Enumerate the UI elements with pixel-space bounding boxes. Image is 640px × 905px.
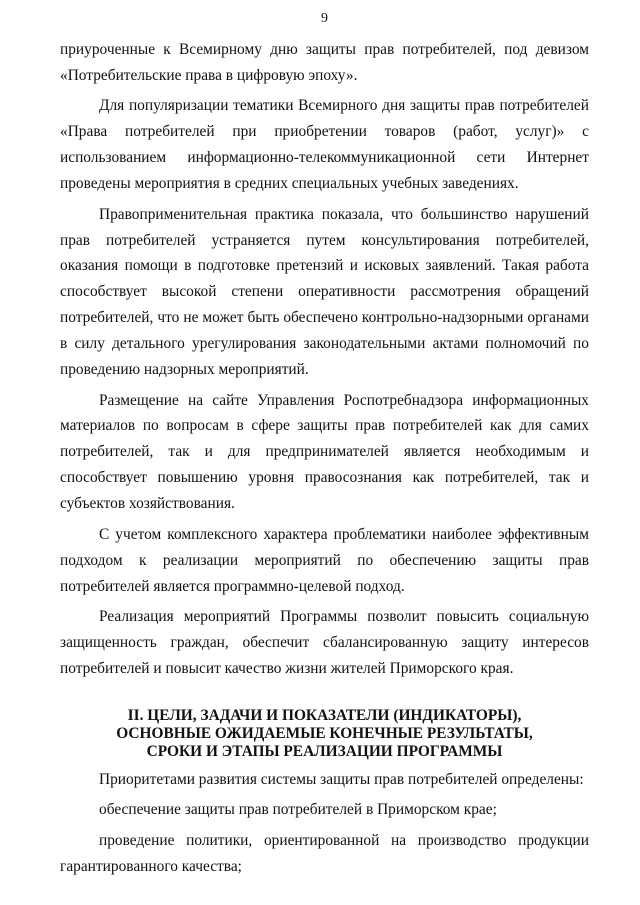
paragraph: приуроченные к Всемирному дню защиты прав потребителей, под девизом «Потребительские права в цифровую эпоху». (60, 41, 589, 84)
section-heading-line: ОСНОВНЫЕ ОЖИДАЕМЫЕ КОНЕЧНЫЕ РЕЗУЛЬТАТЫ, (116, 724, 533, 742)
paragraph: обеспечение защиты прав потребителей в Приморском крае; (99, 801, 497, 819)
section-heading-line: II. ЦЕЛИ, ЗАДАЧИ И ПОКАЗАТЕЛИ (ИНДИКАТОРЫ), (127, 706, 522, 724)
paragraph: проведение политики, ориентированной на производство продукции гарантированного качества; (60, 831, 589, 875)
section-heading (60, 707, 589, 761)
document-body (60, 37, 589, 880)
paragraph: С учетом комплексного характера проблематики наиболее эффективным подходом к реализации мероприятий по обеспечению защиты прав потребителей является программно-целевой подход. (60, 525, 589, 595)
paragraph: Размещение на сайте Управления Роспотребнадзора информационных материалов по вопросам в сфере защиты прав потребителей как для самих потребителей, так и для предпринимателей является необходимым и способствует повышению уровня правосознания как потребителей, так и субъектов хозяйствования. (60, 391, 589, 513)
paragraph: Приоритетами развития системы защиты прав потребителей определены: (99, 770, 584, 788)
paragraph: Реализация мероприятий Программы позволит повысить социальную защищенность граждан, обеспечит сбалансированную защиту интересов потребителей и повысит качество жизни жителей Приморского края. (60, 608, 589, 677)
paragraph: Правоприменительная практика показала, что большинство нарушений прав потребителей устраняется путем консультирования потребителей, оказания помощи в подготовке претензий и исковых заявлений. Такая работа способствует высокой степени оперативности рассмотрения обращений потребителей, что не может быть обеспечено контрольно-надзорными органами в силу детального урегулирования законодательными актами полномочий по проведению надзорных мероприятий. (60, 205, 589, 379)
section-heading-line: СРОКИ И ЭТАПЫ РЕАЛИЗАЦИИ ПРОГРАММЫ (146, 742, 503, 760)
paragraph: Для популяризации тематики Всемирного дня защиты прав потребителей «Права потребителей при приобретении товаров (работ, услуг)» с использованием информационно-телекоммуникационной сети Интернет проведены мероприятия в средних специальных учебных заведениях. (60, 97, 589, 193)
page-number: 9 (321, 11, 328, 26)
